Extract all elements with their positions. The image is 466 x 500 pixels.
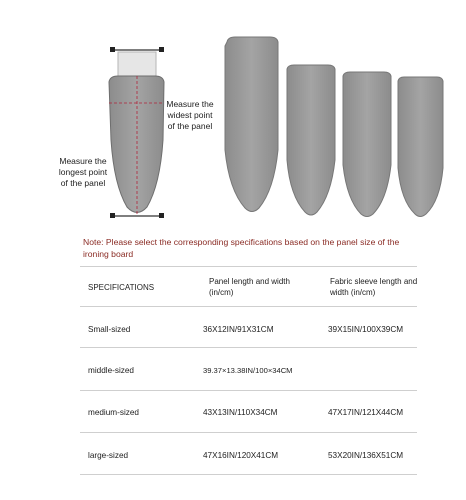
board-middle — [343, 72, 391, 217]
measure-bottom-right-cap — [159, 213, 164, 218]
diagram-graphic — [0, 0, 466, 232]
board-small — [398, 77, 443, 217]
row-panel-value: 43X13IN/110X34CM — [203, 408, 278, 417]
measure-top-right-cap — [159, 47, 164, 52]
row-sleeve-value: 53X20IN/136X51CM — [328, 451, 404, 460]
ironing-board-diagram — [0, 0, 466, 232]
row-size-label: medium-sized — [88, 408, 139, 417]
row-panel-value: 47X16IN/120X41CM — [203, 451, 279, 460]
board-panel — [109, 76, 164, 213]
row-sleeve-value: 39X15IN/100X39CM — [328, 325, 404, 334]
table-divider — [80, 347, 417, 348]
table-divider — [80, 266, 417, 267]
measure-bottom-left-cap — [110, 213, 115, 218]
table-divider — [80, 432, 417, 433]
row-sleeve-value: 47X17IN/121X44CM — [328, 408, 404, 417]
widest-point-label: Measure the widest point of the panel — [166, 99, 214, 131]
table-divider — [80, 390, 417, 391]
row-panel-value: 39.37×13.38IN/100×34CM — [203, 366, 293, 375]
measured-board — [109, 47, 164, 218]
board-large — [225, 37, 278, 212]
row-panel-value: 36X12IN/91X31CM — [203, 325, 274, 334]
row-size-label: Small-sized — [88, 325, 131, 334]
measure-top-left-cap — [110, 47, 115, 52]
row-size-label: large-sized — [88, 451, 129, 460]
selection-note: Note: Please select the corresponding specifications based on the panel size of the ironing board — [83, 237, 400, 259]
header-specifications: SPECIFICATIONS — [88, 283, 155, 292]
longest-point-label: Measure the longest point of the panel — [58, 156, 108, 188]
table-divider — [80, 306, 417, 307]
row-size-label: middle-sized — [88, 366, 134, 375]
table-divider — [80, 474, 417, 475]
header-sleeve-size: Fabric sleeve length and width (in/cm) — [330, 277, 418, 297]
header-panel-size: Panel length and width (in/cm) — [209, 277, 290, 297]
board-medium — [287, 65, 335, 215]
iron-rest-plate — [118, 52, 156, 78]
